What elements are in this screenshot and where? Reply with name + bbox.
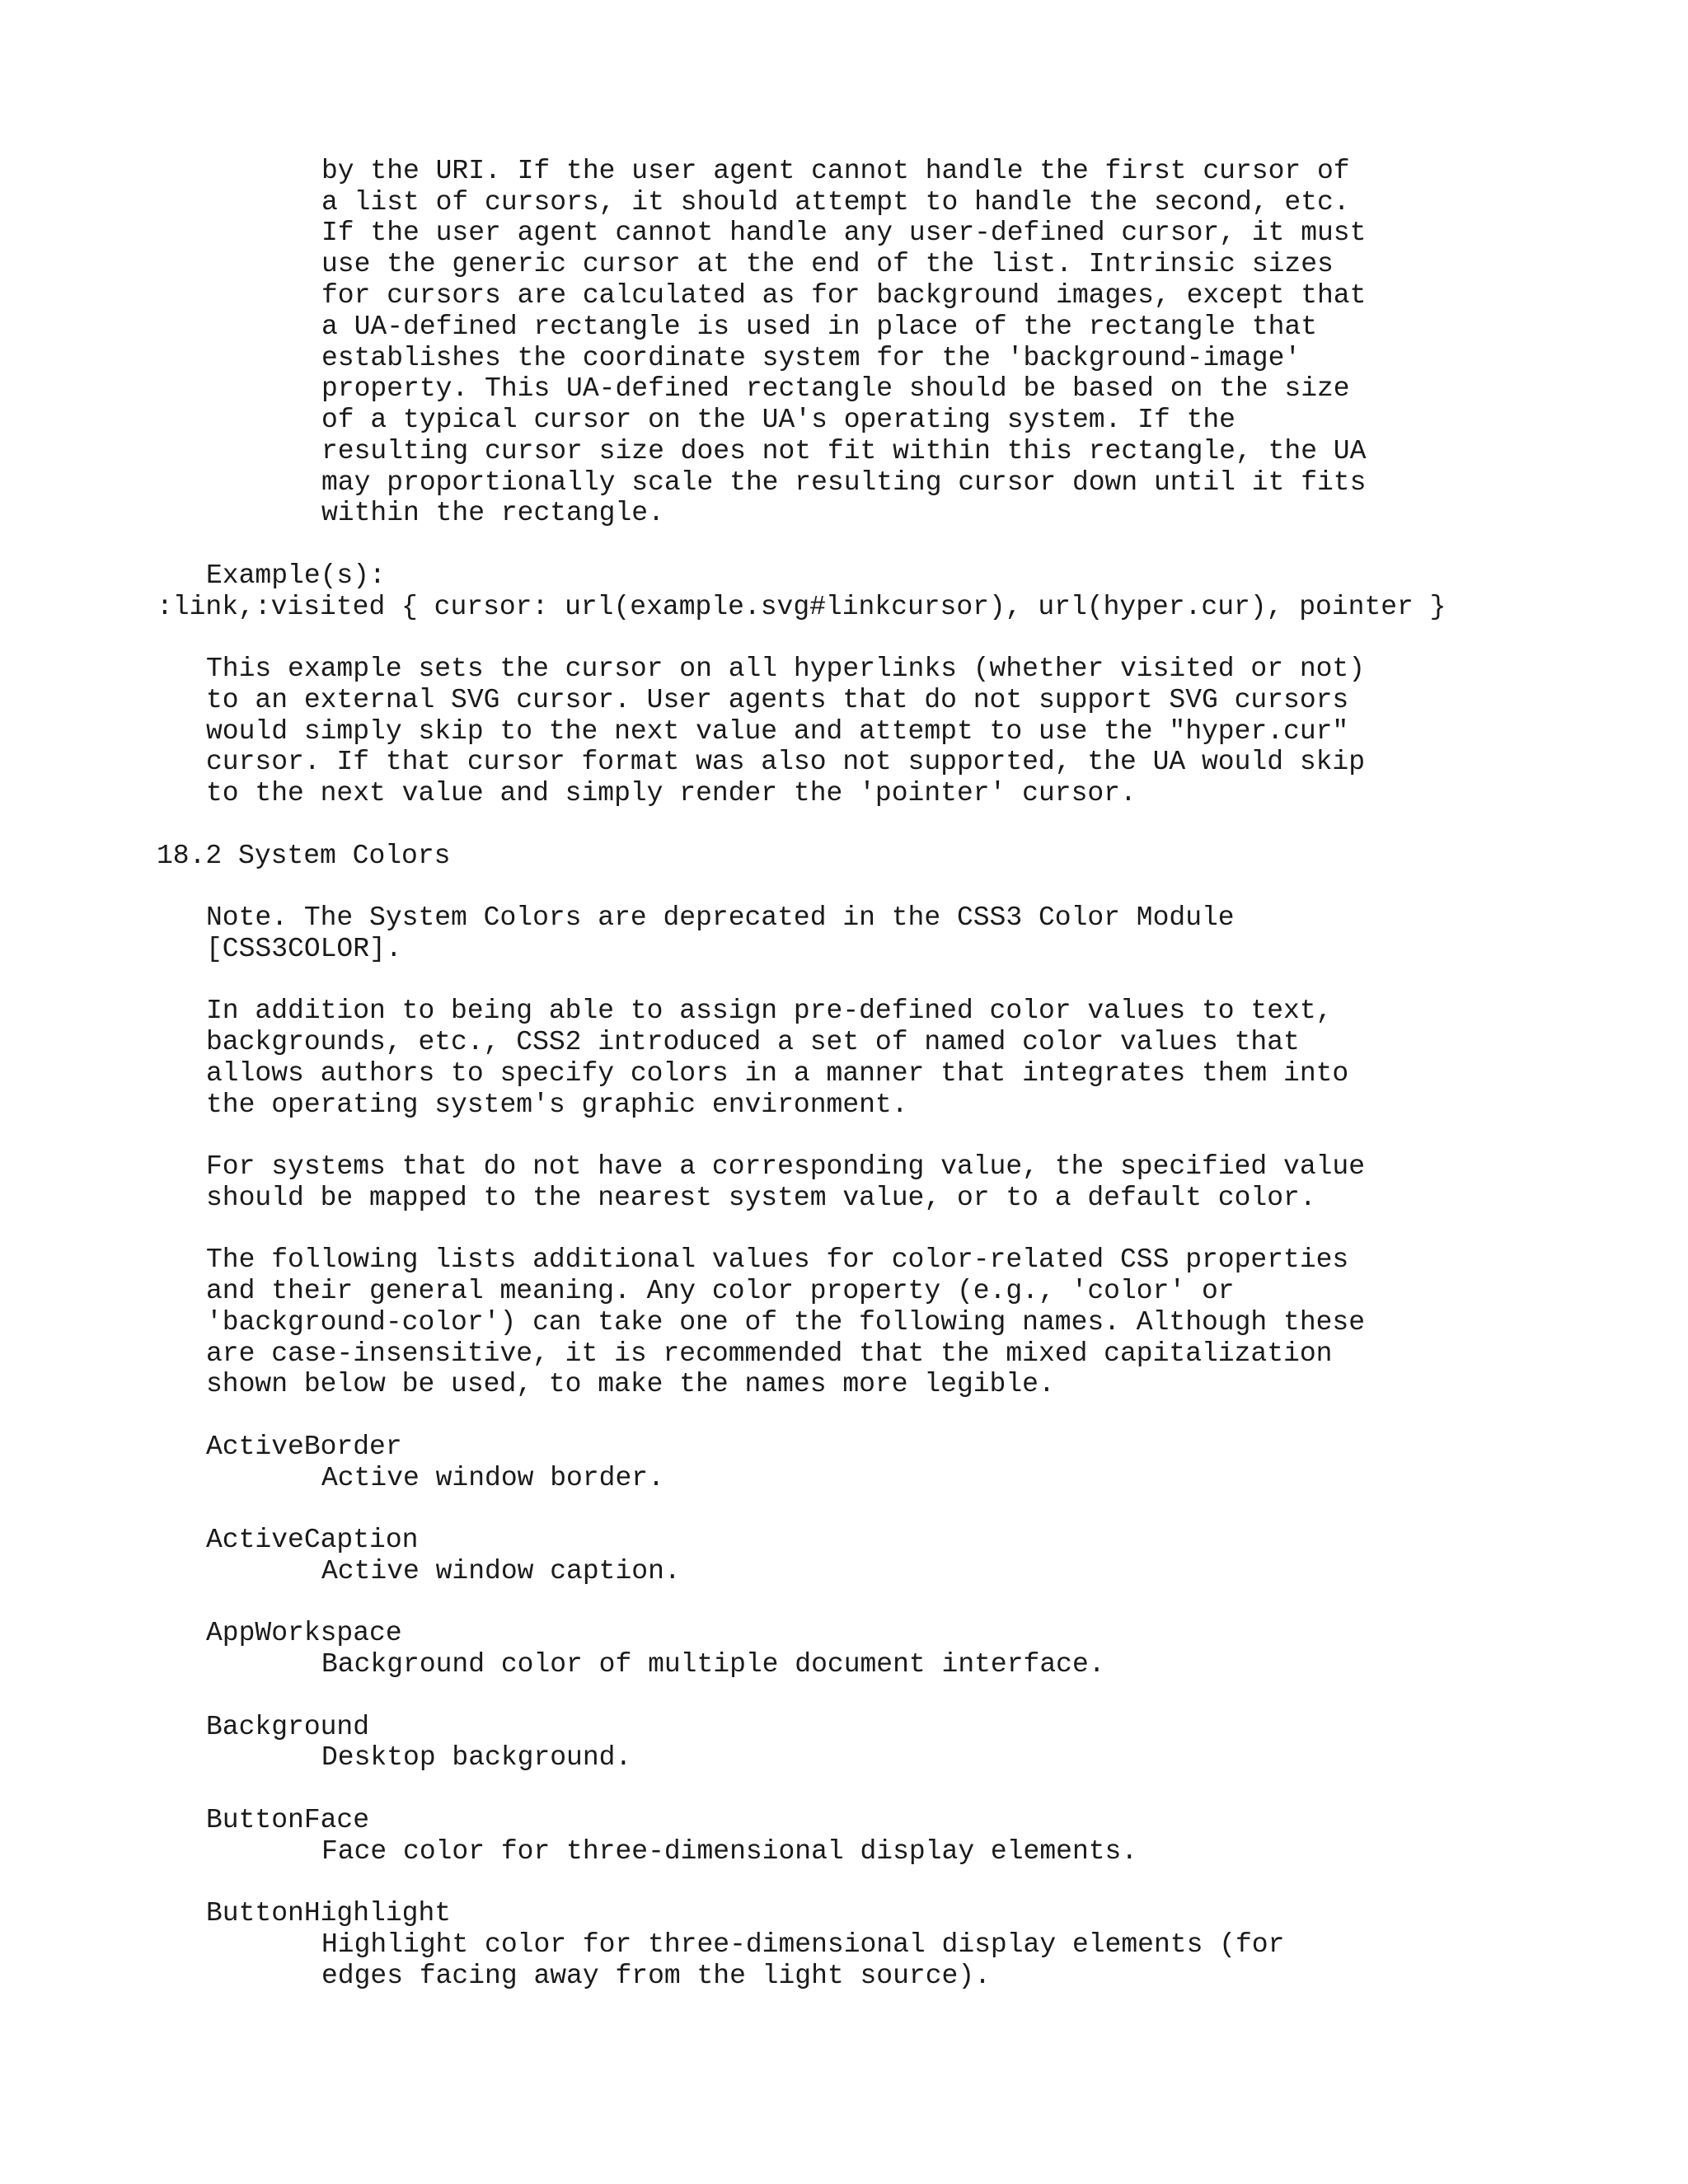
color-definition: Background color of multiple document interface. [321, 1649, 1105, 1680]
text-line: use the generic cursor at the end of the list. Intrinsic sizes [321, 249, 1334, 279]
text-line: are case-insensitive, it is recommended that the mixed capitalization [206, 1338, 1333, 1369]
text-line: would simply skip to the next value and attempt to use the "hyper.cur" [206, 716, 1349, 747]
example-code: :link,:visited { cursor: url(example.svg#linkcursor), url(hyper.cur), pointer } [157, 592, 1447, 622]
color-definition: edges facing away from the light source). [321, 1961, 991, 1991]
color-term: ActiveBorder [206, 1432, 402, 1462]
text-line: cursor. If that cursor format was also not supported, the UA would skip [206, 747, 1366, 777]
text-line: property. This UA-defined rectangle should be based on the size [321, 373, 1350, 404]
text-line: of a typical cursor on the UA's operating system. If the [321, 405, 1236, 435]
text-line: 'background-color') can take one of the following names. Although these [206, 1307, 1366, 1338]
text-line: a list of cursors, it should attempt to handle the second, etc. [321, 187, 1350, 218]
color-definition: Active window caption. [321, 1556, 681, 1586]
note-text: [CSS3COLOR]. [206, 934, 402, 964]
text-line: For systems that do not have a corresponding value, the specified value [206, 1151, 1366, 1182]
color-definition: Desktop background. [321, 1742, 632, 1773]
text-line: establishes the coordinate system for the 'background-image' [321, 343, 1301, 373]
text-line: allows authors to specify colors in a manner that integrates them into [206, 1058, 1349, 1089]
color-term: ButtonHighlight [206, 1898, 452, 1929]
note-text: Note. The System Colors are deprecated in the CSS3 Color Module [206, 902, 1235, 933]
text-line: a UA-defined rectangle is used in place of the rectangle that [321, 312, 1317, 342]
text-line: may proportionally scale the resulting cursor down until it fits [321, 467, 1367, 498]
text-line: backgrounds, etc., CSS2 introduced a set of named color values that [206, 1027, 1300, 1057]
text-line: the operating system's graphic environment. [206, 1090, 908, 1120]
text-line: by the URI. If the user agent cannot handle the first cursor of [321, 156, 1350, 186]
text-line: should be mapped to the nearest system value, or to a default color. [206, 1183, 1316, 1213]
color-term: ButtonFace [206, 1805, 370, 1835]
text-line: The following lists additional values for color-related CSS properties [206, 1244, 1349, 1275]
example-label: Example(s): [206, 560, 386, 591]
color-term: Background [206, 1712, 370, 1742]
section-heading: 18.2 System Colors [157, 841, 451, 871]
color-term: AppWorkspace [206, 1618, 402, 1648]
text-line: resulting cursor size does not fit within this rectangle, the UA [321, 436, 1367, 466]
text-line: for cursors are calculated as for background images, except that [321, 280, 1367, 311]
text-line: shown below be used, to make the names more legible. [206, 1369, 1055, 1399]
color-definition: Face color for three-dimensional display elements. [321, 1836, 1138, 1867]
color-term: ActiveCaption [206, 1525, 419, 1555]
text-line: If the user agent cannot handle any user-defined cursor, it must [321, 218, 1367, 248]
text-line: to the next value and simply render the 'pointer' cursor. [206, 778, 1137, 808]
text-line: to an external SVG cursor. User agents that do not support SVG cursors [206, 685, 1349, 715]
color-definition: Highlight color for three-dimensional display elements (for [321, 1929, 1285, 1960]
text-line: and their general meaning. Any color property (e.g., 'color' or [206, 1276, 1235, 1306]
text-line: In addition to being able to assign pre-defined color values to text, [206, 996, 1333, 1026]
color-definition: Active window border. [321, 1463, 664, 1493]
text-line: This example sets the cursor on all hyperlinks (whether visited or not) [206, 654, 1366, 684]
text-line: within the rectangle. [321, 498, 664, 528]
